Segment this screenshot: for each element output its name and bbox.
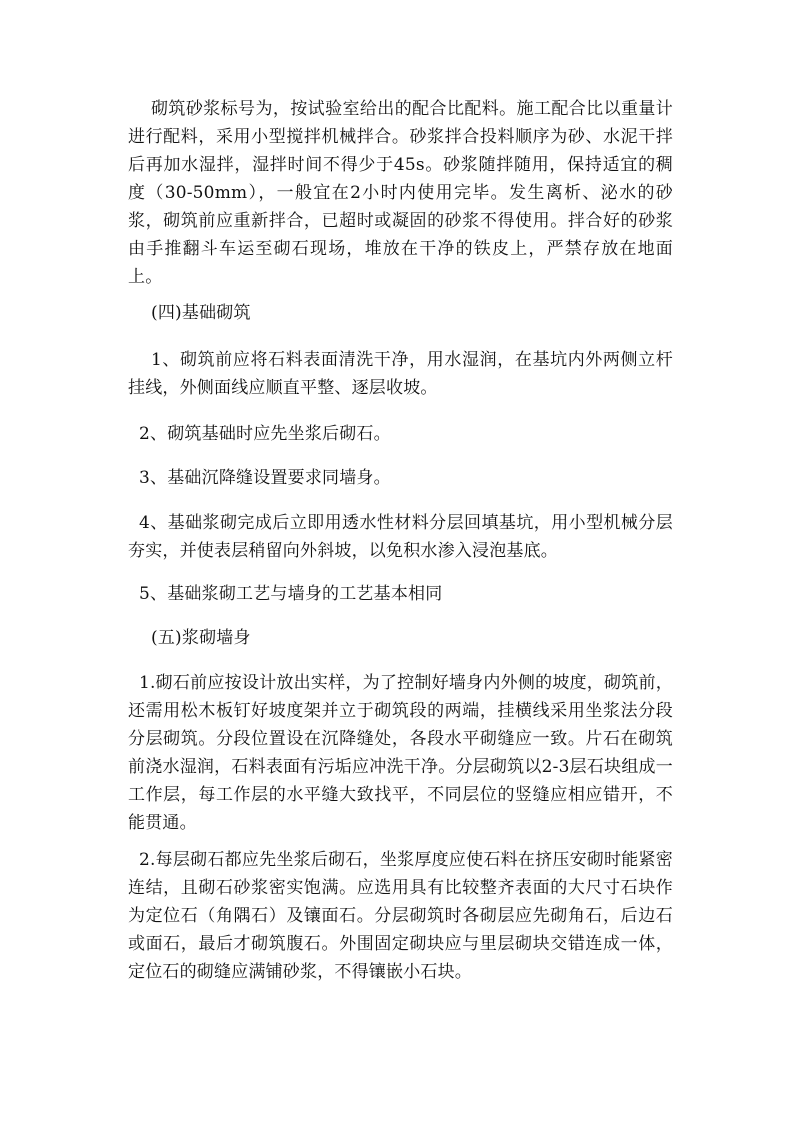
paragraph-wall-2: 2.每层砌石都应先坐浆后砌石，坐浆厚度应使石料在挤压安砌时能紧密连结，且砌石砂浆密实饱满。应选用具有比较整齐表面的大尺寸石块作为定位石（角隅石）及镶面石。分层砌筑时各砌层应先砌角石，后边石或面石，最后才砌筑腹石。外围固定砌块应与里层砌块交错连成一体，定位石的砌缝应满铺砂浆，不得镶嵌小石块。 xyxy=(128,850,673,982)
paragraph-mortar-mixing: 砌筑砂浆标号为，按试验室给出的配合比配料。施工配合比以重量计进行配料，采用小型搅拌机械拌合。砂浆拌合投料顺序为砂、水泥干拌后再加水湿拌，湿拌时间不得少于45s。砂浆随拌随用，保持适宜的稠度（30-50mm），一般宜在2小时内使用完毕。发生离析、泌水的砂浆，砌筑前应重新拌合，已超时或凝固的砂浆不得使用。拌合好的砂浆由手推翻斗车运至砌石现场，堆放在干净的铁皮上，严禁存放在地面上。 xyxy=(128,99,673,287)
paragraph-wall-1: 1.砌石前应按设计放出实样，为了控制好墙身内外侧的坡度，砌筑前，还需用松木板钉好坡度架并立于砌筑段的两端，挂横线采用坐浆法分段分层砌筑。分段位置设在沉降缝处，各段水平砌缝应一致。片石在砌筑前浇水湿润，石料表面有污垢应冲洗干净。分层砌筑以2-3层石块组成一工作层，每工作层的水平缝大致找平，不同层位的竖缝应相应错开，不能贯通。 xyxy=(128,673,673,833)
heading-wall-masonry: (五)浆砌墙身 xyxy=(151,628,251,648)
paragraph-foundation-2: 2、砌筑基础时应先坐浆后砌石。 xyxy=(139,424,391,444)
paragraph-foundation-4: 4、基础浆砌完成后立即用透水性材料分层回填基坑，用小型机械分层夯实，并使表层稍留向外斜坡，以免积水渗入浸泡基底。 xyxy=(128,513,673,561)
paragraph-foundation-5: 5、基础浆砌工艺与墙身的工艺基本相同 xyxy=(139,584,443,604)
paragraph-foundation-1: 1、砌筑前应将石料表面清洗干净，用水湿润，在基坑内外两侧立杆挂线，外侧面线应顺直平整、逐层收坡。 xyxy=(128,350,673,398)
heading-foundation-masonry: (四)基础砌筑 xyxy=(151,303,251,323)
paragraph-foundation-3: 3、基础沉降缝设置要求同墙身。 xyxy=(139,468,391,488)
